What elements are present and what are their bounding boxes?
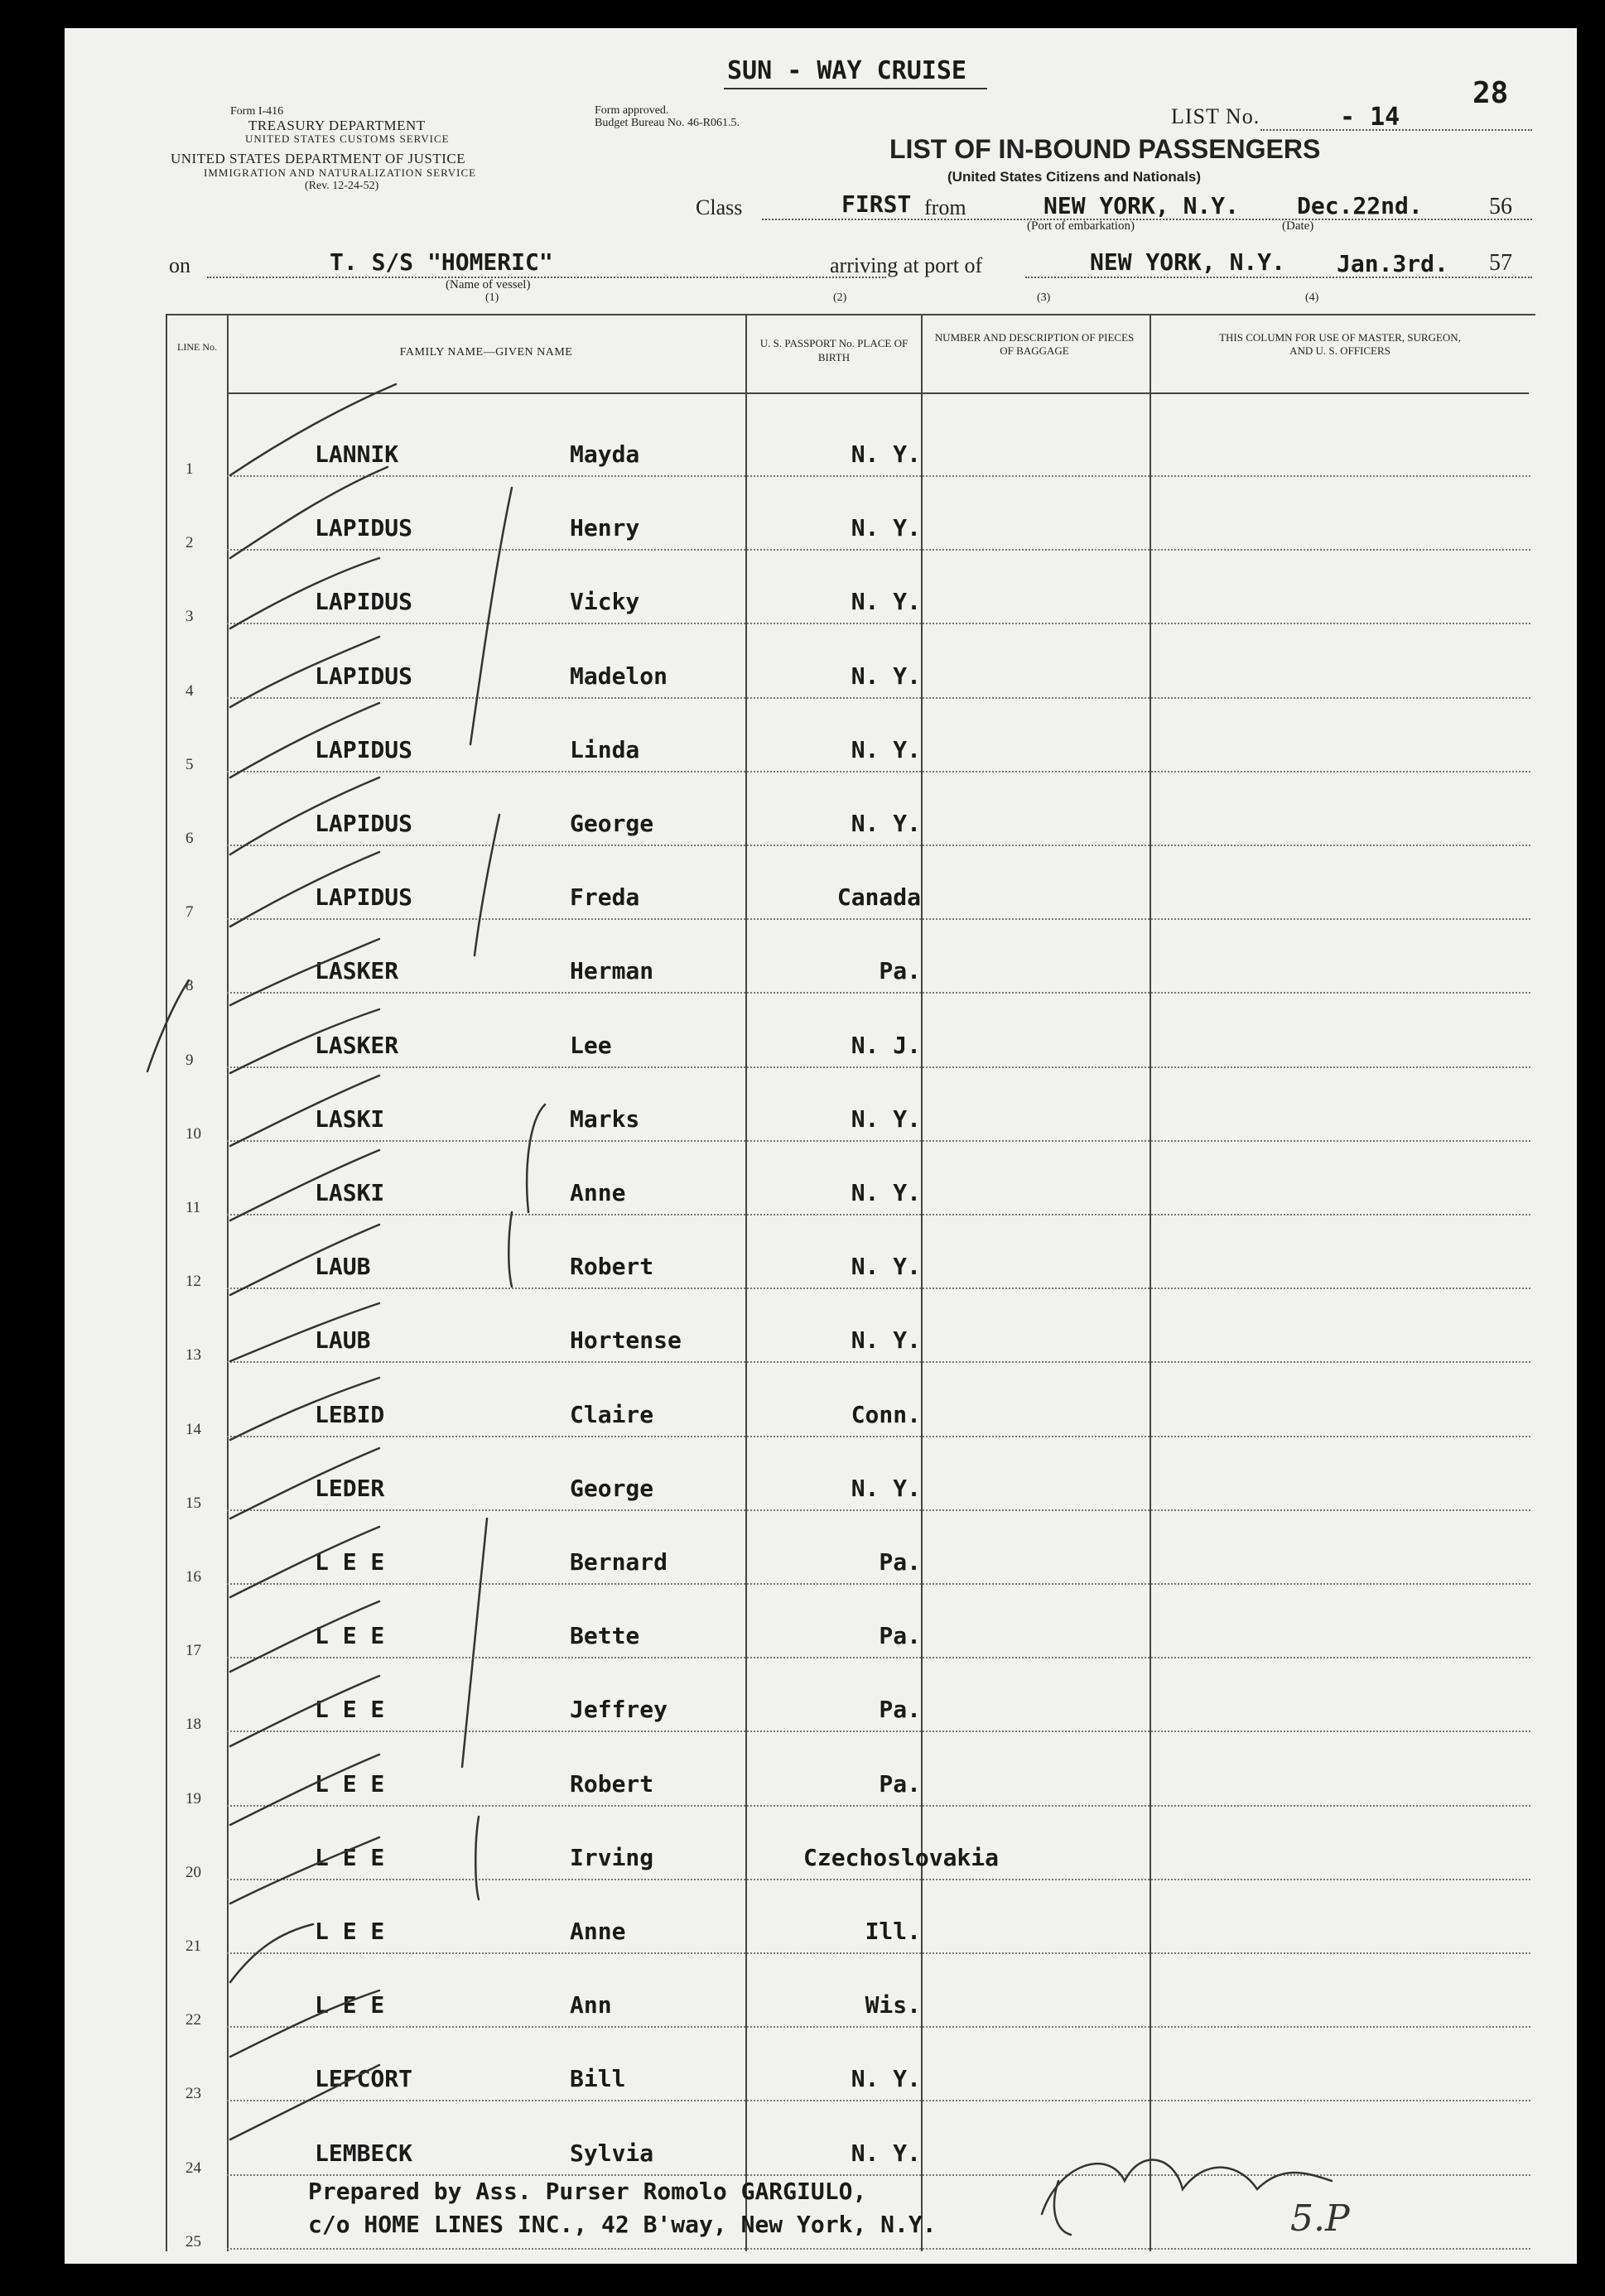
line-number: 23 (186, 2085, 201, 2103)
place-of-birth: N. Y. (851, 514, 921, 542)
port-caption: (Port of embarkation) (1027, 219, 1135, 233)
place-of-birth: N. Y. (851, 440, 921, 468)
treasury-department: TREASURY DEPARTMENT (248, 118, 426, 133)
line-number: 7 (186, 903, 194, 922)
family-name: LAUB (315, 1253, 371, 1281)
place-of-birth: N. Y. (851, 2065, 921, 2093)
form-approved: Form approved. (595, 104, 669, 117)
justice-department: UNITED STATES DEPARTMENT OF JUSTICE (171, 151, 466, 166)
line-number: 14 (186, 1420, 201, 1438)
family-name: LASKER (315, 957, 399, 985)
given-name: Mayda (570, 440, 640, 468)
line-number: 6 (186, 830, 194, 847)
col-header-line-no: LINE No. (177, 341, 217, 353)
family-name: LAPIDUS (315, 810, 413, 837)
place-of-birth: Pa. (879, 957, 921, 985)
place-of-birth: Pa. (879, 1769, 921, 1798)
line-number: 3 (186, 608, 194, 626)
line-number: 20 (186, 1863, 201, 1881)
given-name: Anne (570, 1179, 626, 1206)
family-name: L E E (315, 1622, 385, 1650)
family-name: LAPIDUS (315, 883, 413, 912)
given-name: Marks (570, 1105, 640, 1133)
place-of-birth: Wis. (865, 1991, 921, 2019)
given-name: Bernard (570, 1548, 668, 1576)
arrival-year: 57 (1489, 250, 1512, 276)
col4-caption-num: (4) (1305, 291, 1319, 304)
given-name: Henry (570, 514, 640, 542)
ins-service: IMMIGRATION AND NATURALIZATION SERVICE (204, 166, 477, 179)
line-number: 24 (186, 2159, 201, 2177)
family-name: LASKI (315, 1105, 385, 1133)
from-port: NEW YORK, N.Y. (1043, 192, 1240, 219)
family-name: L E E (315, 1769, 385, 1798)
given-name: Hortense (570, 1326, 682, 1355)
place-of-birth: N. Y. (851, 735, 921, 763)
col3-caption-num: (3) (1037, 291, 1051, 304)
family-name: LASKI (315, 1179, 385, 1206)
preparer-note: Prepared by Ass. Purser Romolo GARGIULO, (308, 2178, 867, 2205)
line-number: 5 (186, 755, 194, 773)
given-name: Robert (570, 1253, 654, 1281)
family-name: LAPIDUS (315, 735, 413, 763)
from-date: Dec.22nd. (1297, 192, 1423, 219)
place-of-birth: Conn. (851, 1400, 921, 1428)
given-name: Ann (570, 1991, 612, 2019)
handwritten-note: 5.P (1290, 2197, 1350, 2240)
family-name: L E E (315, 1548, 385, 1576)
given-name: Anne (570, 1918, 626, 1945)
given-name: Linda (570, 735, 640, 763)
line-number: 22 (186, 2011, 201, 2029)
line-number: 19 (186, 1789, 201, 1807)
col-header-passport: U. S. PASSPORT No. PLACE OF BIRTH (759, 337, 909, 363)
manifest-page (65, 28, 1577, 2264)
class-value: FIRST (841, 190, 912, 218)
place-of-birth: N. Y. (851, 1253, 921, 1281)
cruise-title: SUN - WAY CRUISE (727, 56, 966, 85)
line-number: 12 (186, 1273, 201, 1291)
family-name: LAPIDUS (315, 514, 413, 542)
given-name: Irving (570, 1843, 654, 1871)
page-number: 28 (1472, 76, 1509, 110)
given-name: Vicky (570, 588, 640, 616)
on-label: on (169, 253, 190, 277)
line-number: 2 (186, 534, 194, 552)
place-of-birth: Pa. (879, 1622, 921, 1650)
place-of-birth: Pa. (879, 1548, 921, 1576)
line-number: 21 (186, 1937, 201, 1955)
line-number: 11 (186, 1199, 201, 1216)
col-header-baggage: NUMBER AND DESCRIPTION OF PIECES OF BAGGAGE (934, 331, 1135, 357)
given-name: Bill (570, 2065, 626, 2093)
family-name: L E E (315, 1696, 385, 1724)
place-of-birth: N. Y. (851, 2139, 921, 2167)
place-of-birth: Canada (836, 883, 921, 912)
line-number: 13 (186, 1346, 201, 1365)
family-name: LEFCORT (315, 2065, 413, 2093)
family-name: L E E (315, 1918, 385, 1945)
place-of-birth: Czechoslovakia (803, 1843, 1000, 1871)
place-of-birth: Ill. (865, 1918, 921, 1945)
place-of-birth: N. Y. (851, 1105, 921, 1133)
given-name: George (570, 810, 654, 837)
family-name: LEMBECK (315, 2139, 413, 2167)
given-name: Sylvia (570, 2139, 654, 2167)
handwritten-checkmarks (65, 28, 1577, 2264)
family-name: L E E (315, 1991, 385, 2019)
customs-service: UNITED STATES CUSTOMS SERVICE (245, 132, 450, 145)
form-revision: (Rev. 12-24-52) (305, 180, 379, 192)
family-name: L E E (315, 1843, 385, 1871)
given-name: Madelon (570, 662, 668, 690)
list-subtitle: (United States Citizens and Nationals) (947, 169, 1202, 185)
arriving-label: arriving at port of (830, 253, 983, 277)
given-name: Herman (570, 957, 654, 985)
place-of-birth: N. Y. (851, 588, 921, 616)
line-number: 17 (186, 1642, 201, 1660)
given-name: Robert (570, 1769, 654, 1798)
list-title: LIST OF IN-BOUND PASSENGERS (889, 134, 1321, 164)
line-number: 8 (186, 977, 194, 995)
given-name: Freda (570, 883, 640, 912)
line-number: 15 (186, 1494, 201, 1512)
given-name: Jeffrey (570, 1696, 668, 1724)
from-label: from (924, 195, 966, 219)
agent-address: c/o HOME LINES INC., 42 B'way, New York, N.Y. (308, 2211, 937, 2238)
line-number: 4 (186, 681, 194, 700)
form-number: Form I-416 (230, 105, 284, 118)
place-of-birth: N. J. (851, 1031, 921, 1059)
given-name: Lee (570, 1031, 612, 1059)
family-name: LASKER (315, 1031, 399, 1059)
arrival-date: Jan.3rd. (1337, 250, 1448, 277)
given-name: George (570, 1474, 654, 1502)
family-name: LAUB (315, 1326, 371, 1355)
list-number: - 14 (1340, 103, 1400, 132)
place-of-birth: N. Y. (851, 1326, 921, 1355)
vessel-caption: (Name of vessel) (446, 278, 531, 291)
col2-caption-num: (2) (833, 291, 847, 304)
date-caption: (Date) (1282, 219, 1314, 233)
col-header-officers: THIS COLUMN FOR USE OF MASTER, SURGEON, AND U. S. OFFICERS (1219, 331, 1461, 357)
place-of-birth: N. Y. (851, 810, 921, 837)
list-number-label: LIST No. (1171, 104, 1260, 128)
family-name: LANNIK (315, 440, 399, 468)
col-header-name: FAMILY NAME—GIVEN NAME (399, 346, 573, 359)
line-number: 16 (186, 1568, 201, 1586)
line-number: 18 (186, 1716, 201, 1734)
vessel-name: T. S/S "HOMERIC" (330, 248, 553, 276)
place-of-birth: N. Y. (851, 1474, 921, 1502)
family-name: LAPIDUS (315, 588, 413, 616)
vessel-caption-num: (1) (485, 291, 499, 304)
class-label: Class (696, 195, 743, 219)
given-name: Bette (570, 1622, 640, 1650)
place-of-birth: Pa. (879, 1696, 921, 1724)
place-of-birth: N. Y. (851, 1179, 921, 1206)
family-name: LAPIDUS (315, 662, 413, 690)
from-year: 56 (1489, 194, 1512, 219)
line-number: 10 (186, 1124, 201, 1143)
given-name: Claire (570, 1400, 654, 1428)
arrival-port: NEW YORK, N.Y. (1090, 248, 1286, 276)
budget-bureau: Budget Bureau No. 46-R061.5. (595, 117, 740, 129)
family-name: LEBID (315, 1400, 385, 1428)
line-number: 25 (186, 2232, 201, 2250)
place-of-birth: N. Y. (851, 662, 921, 690)
line-number: 9 (186, 1051, 194, 1069)
family-name: LEDER (315, 1474, 385, 1502)
line-number: 1 (186, 460, 194, 478)
